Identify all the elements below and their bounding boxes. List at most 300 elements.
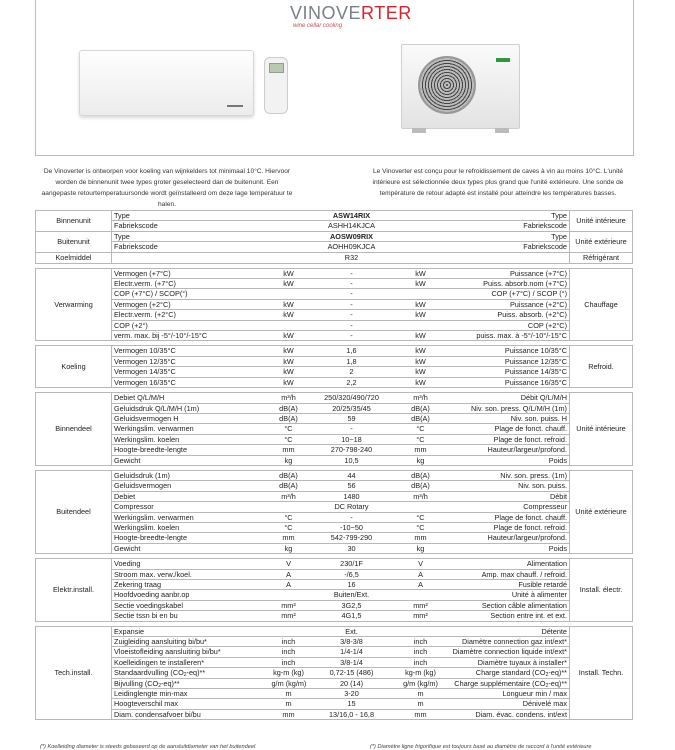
row-label-nl: Werkingslim. verwarmen (112, 512, 270, 522)
remote-control-image (264, 57, 288, 114)
table-row (36, 279, 633, 289)
unit-nl: kg (270, 543, 308, 553)
row-label-nl: Bijvulling $(CO_2-eq)**$ (112, 678, 270, 688)
row-label-fr: Hauteur/largeur/profond. (446, 445, 570, 455)
unit-fr: kg (396, 455, 446, 465)
table-row (36, 626, 633, 636)
unit-fr (396, 242, 446, 252)
row-value: 20 (14) (308, 678, 396, 688)
unit-fr: dB(A) (396, 403, 446, 413)
row-value: 1,8 (308, 356, 396, 366)
unit-fr (396, 252, 446, 263)
group-label-nl: Tech.install. (36, 626, 112, 720)
row-value: -10~50 (308, 522, 396, 532)
unit-nl: kg-m (kg) (270, 668, 308, 678)
row-value: 16 (308, 580, 396, 590)
table-row (36, 657, 633, 667)
table-row (36, 668, 633, 678)
table-row (36, 331, 633, 341)
row-label-nl: COP (+7°C) / SCOP(°) (112, 289, 270, 299)
unit-nl: g/m (kg/m) (271, 678, 307, 688)
table-row (36, 522, 633, 532)
row-label-nl: Hoogte-breedte-lengte (112, 533, 270, 543)
row-label-fr: Puissance 10/35°C (446, 346, 570, 356)
unit-fr (396, 289, 446, 299)
table-row (36, 543, 633, 553)
row-label-nl: verm. max. bij -5°/-10°/-15°C (112, 331, 270, 341)
table-row (36, 299, 633, 309)
row-label-nl: Werkingslim. koelen (112, 522, 270, 532)
row-label-fr: Puissance (+7°C) (446, 268, 570, 278)
row-value: 1,6 (308, 346, 396, 356)
unit-nl: kW (270, 268, 308, 278)
row-value: 13/16,0 - 16,8 (308, 709, 396, 719)
footnote-fr: (*) Diamètre ligne frigorifique est toujours basé au diamètre de raccord à l'unité extérieure (370, 744, 592, 750)
row-value: DC Rotary (308, 502, 396, 512)
table-row (36, 559, 633, 569)
group-label-fr: Chauffage (570, 268, 633, 341)
table-row (36, 512, 633, 522)
row-value: ASW14RIX (308, 211, 396, 221)
group-label-fr: Réfrigérant (570, 252, 633, 263)
unit-nl (270, 590, 308, 600)
row-label-fr: Niv. son. puiss. H (446, 413, 570, 423)
row-value: - (308, 279, 396, 289)
unit-nl: kW (270, 331, 308, 341)
row-label-fr: Débit (446, 491, 570, 501)
row-label-nl: Vermogen 16/35°C (112, 377, 270, 387)
unit-fr: inch (396, 637, 446, 647)
row-value: 1/4-1/4 (308, 647, 396, 657)
unit-nl: kW (270, 356, 308, 366)
group-label-fr: Install. Techn. (570, 626, 633, 720)
row-label-nl: Electr.verm. (+7°C) (112, 279, 270, 289)
unit-fr (396, 502, 446, 512)
table-row (36, 231, 633, 241)
unit-nl: mm² (270, 611, 308, 621)
row-label-fr: puiss. max. à -5°/-10°/-15°C (446, 331, 570, 341)
row-label-nl: Vermogen (+2°C) (112, 299, 270, 309)
unit-fr: °C (396, 434, 446, 444)
row-label-nl: Voeding (112, 559, 270, 569)
unit-fr: °C (396, 522, 446, 532)
unit-fr: kW (396, 268, 446, 278)
table-row (36, 699, 633, 709)
row-label-fr: Type (446, 211, 570, 221)
unit-fr: m (396, 689, 446, 699)
unit-nl (270, 252, 308, 263)
row-label-fr: Puissance (+2°C) (446, 299, 570, 309)
row-label-nl: Standaardvulling $(CO_2-eq)**$ (112, 668, 270, 678)
unit-nl: kg (270, 455, 308, 465)
row-value: 4G1,5 (308, 611, 396, 621)
row-value: 3-20 (308, 689, 396, 699)
row-value: - (308, 268, 396, 278)
unit-fr (396, 590, 446, 600)
row-label-nl: Geluidsdruk Q/L/M/H (1m) (112, 403, 270, 413)
unit-fr: m³/h (396, 491, 446, 501)
row-value: 250/320/490/720 (308, 393, 396, 403)
unit-fr: mm² (396, 600, 446, 610)
row-label-nl: Geluidsdruk (1m) (112, 470, 270, 480)
table-row (36, 533, 633, 543)
row-label-nl: COP (+2°) (112, 320, 270, 330)
row-label-nl: Stroom max. verw./koel. (112, 569, 270, 579)
unit-nl: dB(A) (270, 403, 308, 413)
unit-nl: m³/h (270, 393, 308, 403)
table-row (36, 647, 633, 657)
row-label-nl: Vermogen 10/35°C (112, 346, 270, 356)
table-row (36, 367, 633, 377)
row-value: - (308, 320, 396, 330)
row-label-nl: Gewicht (112, 543, 270, 553)
row-value: 15 (308, 699, 396, 709)
row-value: 59 (308, 413, 396, 423)
row-value: 270-798-240 (308, 445, 396, 455)
row-label-fr: Diamètre connection gaz int/ext* (446, 637, 570, 647)
row-label-fr: Diam. évac. condens. int/ext (446, 709, 570, 719)
row-label-nl: Geluidsvermogen H (112, 413, 270, 423)
unit-nl (270, 231, 308, 241)
unit-fr: V (396, 559, 446, 569)
table-row (36, 689, 633, 699)
table-row (36, 445, 633, 455)
row-label-fr: Débit Q/L/M/H (446, 393, 570, 403)
row-value: 3/8-3/8 (308, 637, 396, 647)
unit-nl: °C (270, 434, 308, 444)
unit-fr (396, 626, 446, 636)
unit-fr: °C (396, 512, 446, 522)
row-label-nl: Werkingslim. verwarmen (112, 424, 270, 434)
row-label-fr: Plage de fonct. refroid. (446, 434, 570, 444)
unit-nl: kW (270, 346, 308, 356)
row-label-nl: Sectie tssn bi en bu (112, 611, 270, 621)
unit-nl: m³/h (270, 491, 308, 501)
unit-fr: m³/h (396, 393, 446, 403)
group-label-fr: Refroid. (570, 346, 633, 388)
row-value: 3G2,5 (308, 600, 396, 610)
row-label-fr: Charge supplémentaire $(CO_2-eq)**$ (446, 678, 570, 688)
row-label-fr: Fabriekscode (446, 242, 570, 252)
row-label-nl: Electr.verm. (+2°C) (112, 310, 270, 320)
row-value: 1480 (308, 491, 396, 501)
unit-nl: kW (270, 299, 308, 309)
fan-grille-icon (418, 56, 476, 114)
group-label-fr: Unité extérieure (570, 470, 633, 553)
row-label-nl: Werkingslim. koelen (112, 434, 270, 444)
row-label-nl: Geluidsvermogen (112, 481, 270, 491)
unit-nl (270, 320, 308, 330)
row-label-fr: Plage de fonct. refroid. (446, 522, 570, 532)
unit-nl (270, 242, 308, 252)
table-row (36, 678, 633, 688)
row-label-nl: Leidinglengte min-max (112, 689, 270, 699)
unit-nl (270, 626, 308, 636)
table-row (36, 356, 633, 366)
row-value: Ext. (308, 626, 396, 636)
row-label-nl: Zuigleiding aansluiting bi/bu* (112, 637, 270, 647)
row-label-nl: Vermogen 12/35°C (112, 356, 270, 366)
table-row (36, 242, 633, 252)
row-value: - (308, 512, 396, 522)
unit-nl: °C (270, 512, 308, 522)
unit-nl (270, 211, 308, 221)
row-value: - (308, 289, 396, 299)
row-label-nl: Vermogen (+7°C) (112, 268, 270, 278)
table-row (36, 709, 633, 719)
row-value: 230/1F (308, 559, 396, 569)
row-value: - (308, 310, 396, 320)
unit-fr: m (396, 699, 446, 709)
unit-fr: A (396, 569, 446, 579)
group-label-nl: Binnenunit (36, 211, 112, 232)
unit-nl: A (270, 580, 308, 590)
row-label-nl: Fabriekscode (112, 221, 270, 231)
table-row (36, 600, 633, 610)
row-value: 3/8-1/4 (308, 657, 396, 667)
row-value: 10~18 (308, 434, 396, 444)
row-label-fr: Puiss. absorb.nom (+7°C) (446, 279, 570, 289)
row-value: Buiten/Ext. (308, 590, 396, 600)
outdoor-unit-image (401, 44, 520, 129)
group-label-fr: Unité intérieure (570, 211, 633, 232)
row-label-fr: Amp. max chauff. / refroid. (446, 569, 570, 579)
group-label-fr: Unité extérieure (570, 231, 633, 252)
table-row (36, 580, 633, 590)
row-label-nl: Debiet Q/L/M/H (112, 393, 270, 403)
unit-nl: °C (270, 424, 308, 434)
unit-fr (396, 320, 446, 330)
row-label-fr: Niv. son. press. Q/L/M/H (1m) (446, 403, 570, 413)
intro-text-nl: De Vinoverter is ontworpen voor koeling van wijnkelders tot minimaal 10°C. Hiervoor worden de binnenunit twee types groter geselecteerd dan de buitenunit. Een aangepaste retourtemperatuursonde wordt geïnstalleerd om deze lage temperatuur te halen. (41, 168, 293, 208)
unit-nl: dB(A) (270, 481, 308, 491)
unit-fr: kW (396, 356, 446, 366)
row-label-nl: Diam. condensafvoer bi/bu (112, 709, 270, 719)
table-row (36, 470, 633, 480)
unit-nl: m (270, 689, 308, 699)
table-row (36, 590, 633, 600)
row-label-fr: Plage de fonct. chauff. (446, 512, 570, 522)
row-value: - (308, 331, 396, 341)
table-row (36, 491, 633, 501)
table-row (36, 434, 633, 444)
row-label-fr (446, 252, 570, 263)
unit-fr (396, 221, 446, 231)
table-row (36, 346, 633, 356)
row-label-fr: COP (+7°C) / SCOP (°) (446, 289, 570, 299)
row-label-fr: Compresseur (446, 502, 570, 512)
vinoverter-logo: VINOVERTER wine cellar cooling (290, 3, 412, 29)
row-label-fr: Puiss. absorb. (+2°C) (446, 310, 570, 320)
row-value: 44 (308, 470, 396, 480)
unit-fr: inch (396, 657, 446, 667)
row-label-fr: Fusible retardé (446, 580, 570, 590)
table-row (36, 252, 633, 263)
table-row (36, 289, 633, 299)
unit-fr: kg (396, 543, 446, 553)
unit-fr: kW (396, 310, 446, 320)
row-label-nl (112, 252, 270, 263)
row-label-fr: Poids (446, 455, 570, 465)
row-label-nl: Expansie (112, 626, 270, 636)
unit-nl: m (270, 699, 308, 709)
group-label-nl: Buitendeel (36, 470, 112, 553)
table-row (36, 455, 633, 465)
unit-nl: mm (270, 709, 308, 719)
table-row (36, 393, 633, 403)
row-label-fr: Alimentation (446, 559, 570, 569)
unit-fr (396, 231, 446, 241)
unit-nl: V (270, 559, 308, 569)
unit-fr: dB(A) (396, 413, 446, 423)
table-row (36, 221, 633, 231)
table-row (36, 268, 633, 278)
group-label-nl: Verwarming (36, 268, 112, 341)
group-label-nl: Buitenunit (36, 231, 112, 252)
row-value: 30 (308, 543, 396, 553)
unit-fr: kg-m (kg) (396, 668, 446, 678)
row-label-nl: Hoofdvoeding aanbr.op (112, 590, 270, 600)
row-value: R32 (308, 252, 396, 263)
row-value: AOSW09RIX (308, 231, 396, 241)
unit-nl (270, 221, 308, 231)
unit-nl: dB(A) (270, 470, 308, 480)
indoor-unit-image (79, 50, 254, 116)
row-label-nl: Type (112, 211, 270, 221)
table-row (36, 310, 633, 320)
row-label-nl: Vloeistofleiding aansluiting bi/bu* (112, 647, 270, 657)
table-row (36, 502, 633, 512)
group-label-nl: Koeling (36, 346, 112, 388)
unit-nl: inch (270, 647, 308, 657)
row-label-nl: Koelleidingen te installeren* (112, 657, 270, 667)
row-label-fr: Unité à alimenter (446, 590, 570, 600)
logo-tagline: wine cellar cooling (293, 23, 343, 29)
row-label-fr: Section entre int. et ext. (446, 611, 570, 621)
table-row (36, 637, 633, 647)
row-value: 2,2 (308, 377, 396, 387)
unit-nl: kW (270, 377, 308, 387)
table-row (36, 481, 633, 491)
unit-fr: kW (396, 367, 446, 377)
table-row (36, 611, 633, 621)
unit-fr: inch (396, 647, 446, 657)
row-value: 56 (308, 481, 396, 491)
row-label-nl: Hoogte-breedte-lengte (112, 445, 270, 455)
unit-fr: kW (396, 346, 446, 356)
unit-nl: kW (270, 279, 308, 289)
unit-nl: inch (270, 637, 308, 647)
table-row (36, 403, 633, 413)
row-label-nl: Debiet (112, 491, 270, 501)
table-row (36, 377, 633, 387)
row-label-fr: Charge standard $(CO_2-eq)**$ (446, 668, 570, 678)
unit-fr: dB(A) (396, 481, 446, 491)
row-value: - (308, 424, 396, 434)
row-label-fr: Section câble alimentation (446, 600, 570, 610)
unit-nl: mm² (270, 600, 308, 610)
unit-fr: mm² (396, 611, 446, 621)
row-label-fr: Niv. son. press. (1m) (446, 470, 570, 480)
row-value: 0,72-15 (486) (308, 668, 396, 678)
unit-fr: kW (396, 377, 446, 387)
table-row (36, 320, 633, 330)
row-label-fr: Type (446, 231, 570, 241)
row-value: 20/25/35/45 (308, 403, 396, 413)
row-label-fr: Puissance 12/35°C (446, 356, 570, 366)
group-label-nl: Elektr.install. (36, 559, 112, 621)
unit-fr: A (396, 580, 446, 590)
unit-fr: mm (396, 709, 446, 719)
row-label-fr: Puissance 14/35°C (446, 367, 570, 377)
unit-fr: mm (396, 445, 446, 455)
row-value: - (308, 299, 396, 309)
row-label-fr: Hauteur/largeur/profond. (446, 533, 570, 543)
row-label-fr: Niv. son. puiss. (446, 481, 570, 491)
row-label-fr: Diamètre tuyaux à installer* (446, 657, 570, 667)
row-label-fr: Diamètre connection liquide int/ext* (446, 647, 570, 657)
unit-nl: mm (270, 533, 308, 543)
unit-nl: A (270, 569, 308, 579)
row-label-nl: Fabriekscode (112, 242, 270, 252)
row-label-nl: Sectie voedingskabel (112, 600, 270, 610)
row-label-nl: Vermogen 14/35°C (112, 367, 270, 377)
group-label-nl: Binnendeel (36, 393, 112, 466)
unit-nl (270, 289, 308, 299)
unit-fr (396, 211, 446, 221)
row-label-fr: Plage de fonct. chauff. (446, 424, 570, 434)
table-row (36, 211, 633, 221)
row-value: ASHH14KJCA (308, 221, 396, 231)
row-label-fr: Fabriekscode (446, 221, 570, 231)
table-row (36, 413, 633, 423)
row-label-fr: Poids (446, 543, 570, 553)
row-label-fr: Détente (446, 626, 570, 636)
unit-fr: g/m (kg/m) (396, 678, 446, 688)
row-value: 2 (308, 367, 396, 377)
unit-nl (270, 502, 308, 512)
row-label-fr: Longueur min / max (446, 689, 570, 699)
row-label-nl: Zekering traag (112, 580, 270, 590)
group-label-fr: Install. électr. (570, 559, 633, 621)
row-label-nl: Hoogteverschil max (112, 699, 270, 709)
unit-fr: dB(A) (396, 470, 446, 480)
intro-text-fr: Le Vinoverter est conçu pour le refroidissement de caves à vin au moins 10°C. L'unité intérieure est sélectionnée deux types plus grand que l'unité extérieure. Une sonde de température de retour adapté est installé pour atteindre les températures basses. (372, 168, 624, 197)
unit-fr: kW (396, 299, 446, 309)
row-label-fr: Puissance 16/35°C (446, 377, 570, 387)
unit-nl: °C (270, 522, 308, 532)
group-label-nl: Koelmiddel (36, 252, 112, 263)
unit-fr: mm (396, 533, 446, 543)
table-row (36, 424, 633, 434)
unit-nl: dB(A) (270, 413, 308, 423)
unit-fr: °C (396, 424, 446, 434)
unit-fr: kW (396, 331, 446, 341)
row-label-fr: Dénivelé max (446, 699, 570, 709)
footnote-nl: (*) Koelleiding diameter is steeds gebaseerd op de aansluitdiameter van het buitendeel (40, 744, 256, 750)
row-value: 10,5 (308, 455, 396, 465)
unit-nl: mm (270, 445, 308, 455)
unit-nl: kW (270, 367, 308, 377)
row-label-nl: Gewicht (112, 455, 270, 465)
unit-fr: kW (396, 279, 446, 289)
row-label-fr: COP (+2°C) (446, 320, 570, 330)
row-label-nl: Compressor (112, 502, 270, 512)
unit-nl: kW (270, 310, 308, 320)
group-label-fr: Unité intérieure (570, 393, 633, 466)
unit-nl: inch (270, 657, 308, 667)
specification-table (35, 210, 633, 720)
